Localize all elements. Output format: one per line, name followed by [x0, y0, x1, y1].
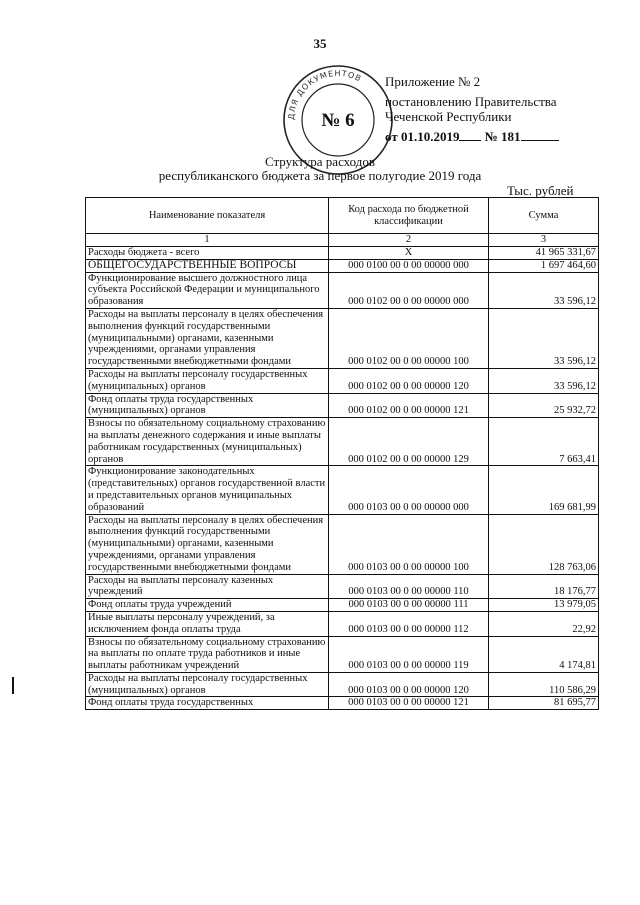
- row-name: Фонд оплаты труда учреждений: [86, 599, 329, 612]
- row-amount: 22,92: [489, 611, 599, 636]
- row-amount: 18 176,77: [489, 574, 599, 599]
- row-name: Функционирование законодательных (представительных) органов государственной власти и представительных органов муниципальных образований: [86, 466, 329, 514]
- row-amount: 110 586,29: [489, 672, 599, 697]
- row-code: 000 0103 00 0 00 00000 110: [329, 574, 489, 599]
- row-amount: 1 697 464,60: [489, 259, 599, 272]
- row-code: 000 0103 00 0 00 00000 119: [329, 636, 489, 672]
- row-name: Расходы на выплаты персоналу в целях обеспечения выполнения функций государственными (муниципальными) органами, казенными учреждениями, органами управления государственными внебюджетными фондами: [86, 308, 329, 368]
- table-row: [86, 368, 599, 393]
- row-name: Фонд оплаты труда государственных: [86, 697, 329, 710]
- margin-mark: [12, 677, 14, 694]
- row-code: 000 0103 00 0 00 00000 121: [329, 697, 489, 710]
- row-code: 000 0102 00 0 00 00000 121: [329, 393, 489, 418]
- row-name: Расходы на выплаты персоналу казенных учреждений: [86, 574, 329, 599]
- table-row: [86, 611, 599, 636]
- row-amount: 4 174,81: [489, 636, 599, 672]
- row-amount: 7 663,41: [489, 418, 599, 466]
- document-title-line2: республиканского бюджета за первое полугодие 2019 года: [158, 168, 482, 183]
- row-name: Расходы на выплаты персоналу государственных (муниципальных) органов: [86, 672, 329, 697]
- document-title-line1: Структура расходов: [264, 154, 376, 169]
- row-amount: 25 932,72: [489, 393, 599, 418]
- table-row: [86, 418, 599, 466]
- row-code: 000 0103 00 0 00 00000 120: [329, 672, 489, 697]
- row-code: 000 0103 00 0 00 00000 100: [329, 514, 489, 574]
- row-amount: 81 695,77: [489, 697, 599, 710]
- expenditure-table: [85, 197, 599, 710]
- row-amount: 33 596,12: [489, 308, 599, 368]
- row-name: Фонд оплаты труда государственных (муниципальных) органов: [86, 393, 329, 418]
- row-code: 000 0100 00 0 00 00000 000: [329, 259, 489, 272]
- table-row: [86, 697, 599, 710]
- table-row: [86, 514, 599, 574]
- row-code: 000 0103 00 0 00 00000 112: [329, 611, 489, 636]
- row-amount: 33 596,12: [489, 368, 599, 393]
- row-name: Взносы по обязательному социальному страхованию на выплаты денежного содержания и иные выплаты работникам государственных (муниципальных) органов: [86, 418, 329, 466]
- appendix-label: Приложение № 2: [385, 74, 481, 89]
- stamp-number: № 6: [321, 110, 355, 131]
- column-header-name: Наименование показателя: [86, 198, 329, 234]
- row-code: 000 0103 00 0 00 00000 111: [329, 599, 489, 612]
- decree-date: от 01.10.2019: [385, 129, 460, 144]
- table-row: [86, 466, 599, 514]
- row-code: 000 0102 00 0 00 00000 100: [329, 308, 489, 368]
- row-code: X: [329, 247, 489, 260]
- row-name: ОБЩЕГОСУДАРСТВЕННЫЕ ВОПРОСЫ: [86, 259, 329, 272]
- column-number-2: 2: [329, 234, 489, 247]
- table-row: [86, 308, 599, 368]
- column-header-code: Код расхода по бюджетной классификации: [329, 198, 489, 234]
- row-code: 000 0102 00 0 00 00000 120: [329, 368, 489, 393]
- row-name: Расходы на выплаты персоналу государственных (муниципальных) органов: [86, 368, 329, 393]
- page-number: 35: [313, 36, 327, 51]
- republic-label: Чеченской Республики: [385, 109, 512, 124]
- row-amount: 13 979,05: [489, 599, 599, 612]
- column-number-1: 1: [86, 234, 329, 247]
- row-name: Расходы бюджета - всего: [86, 247, 329, 260]
- decree-label: постановлению Правительства: [385, 94, 557, 109]
- row-name: Функционирование высшего должностного лица субъекта Российской Федерации и муниципального образования: [86, 272, 329, 308]
- row-amount: 41 965 331,67: [489, 247, 599, 260]
- table-row: [86, 636, 599, 672]
- table-row: [86, 393, 599, 418]
- table-row: [86, 259, 599, 272]
- table-row: [86, 599, 599, 612]
- row-name: Взносы по обязательному социальному страхованию на выплаты по оплате труда работников и иные выплаты работникам учреждений: [86, 636, 329, 672]
- row-amount: 128 763,06: [489, 514, 599, 574]
- row-code: 000 0102 00 0 00 00000 129: [329, 418, 489, 466]
- row-amount: 33 596,12: [489, 272, 599, 308]
- row-code: 000 0102 00 0 00 00000 000: [329, 272, 489, 308]
- column-header-amount: Сумма: [489, 198, 599, 234]
- row-code: 000 0103 00 0 00 00000 000: [329, 466, 489, 514]
- svg-text:ДЛЯ ДОКУМЕНТОВ: ДЛЯ ДОКУМЕНТОВ: [286, 68, 364, 121]
- row-name: Иные выплаты персоналу учреждений, за исключением фонда оплаты труда: [86, 611, 329, 636]
- decree-number: № 181: [484, 129, 521, 144]
- table-row: [86, 272, 599, 308]
- table-row: [86, 672, 599, 697]
- row-amount: 169 681,99: [489, 466, 599, 514]
- column-number-3: 3: [489, 234, 599, 247]
- table-row: [86, 247, 599, 260]
- table-row: [86, 574, 599, 599]
- decree-date-number: [385, 128, 559, 144]
- row-name: Расходы на выплаты персоналу в целях обеспечения выполнения функций государственными (муниципальными) органами, казенными учреждениями, органами управления государственными внебюджетными фондами: [86, 514, 329, 574]
- units-label: Тыс. рублей: [507, 183, 574, 198]
